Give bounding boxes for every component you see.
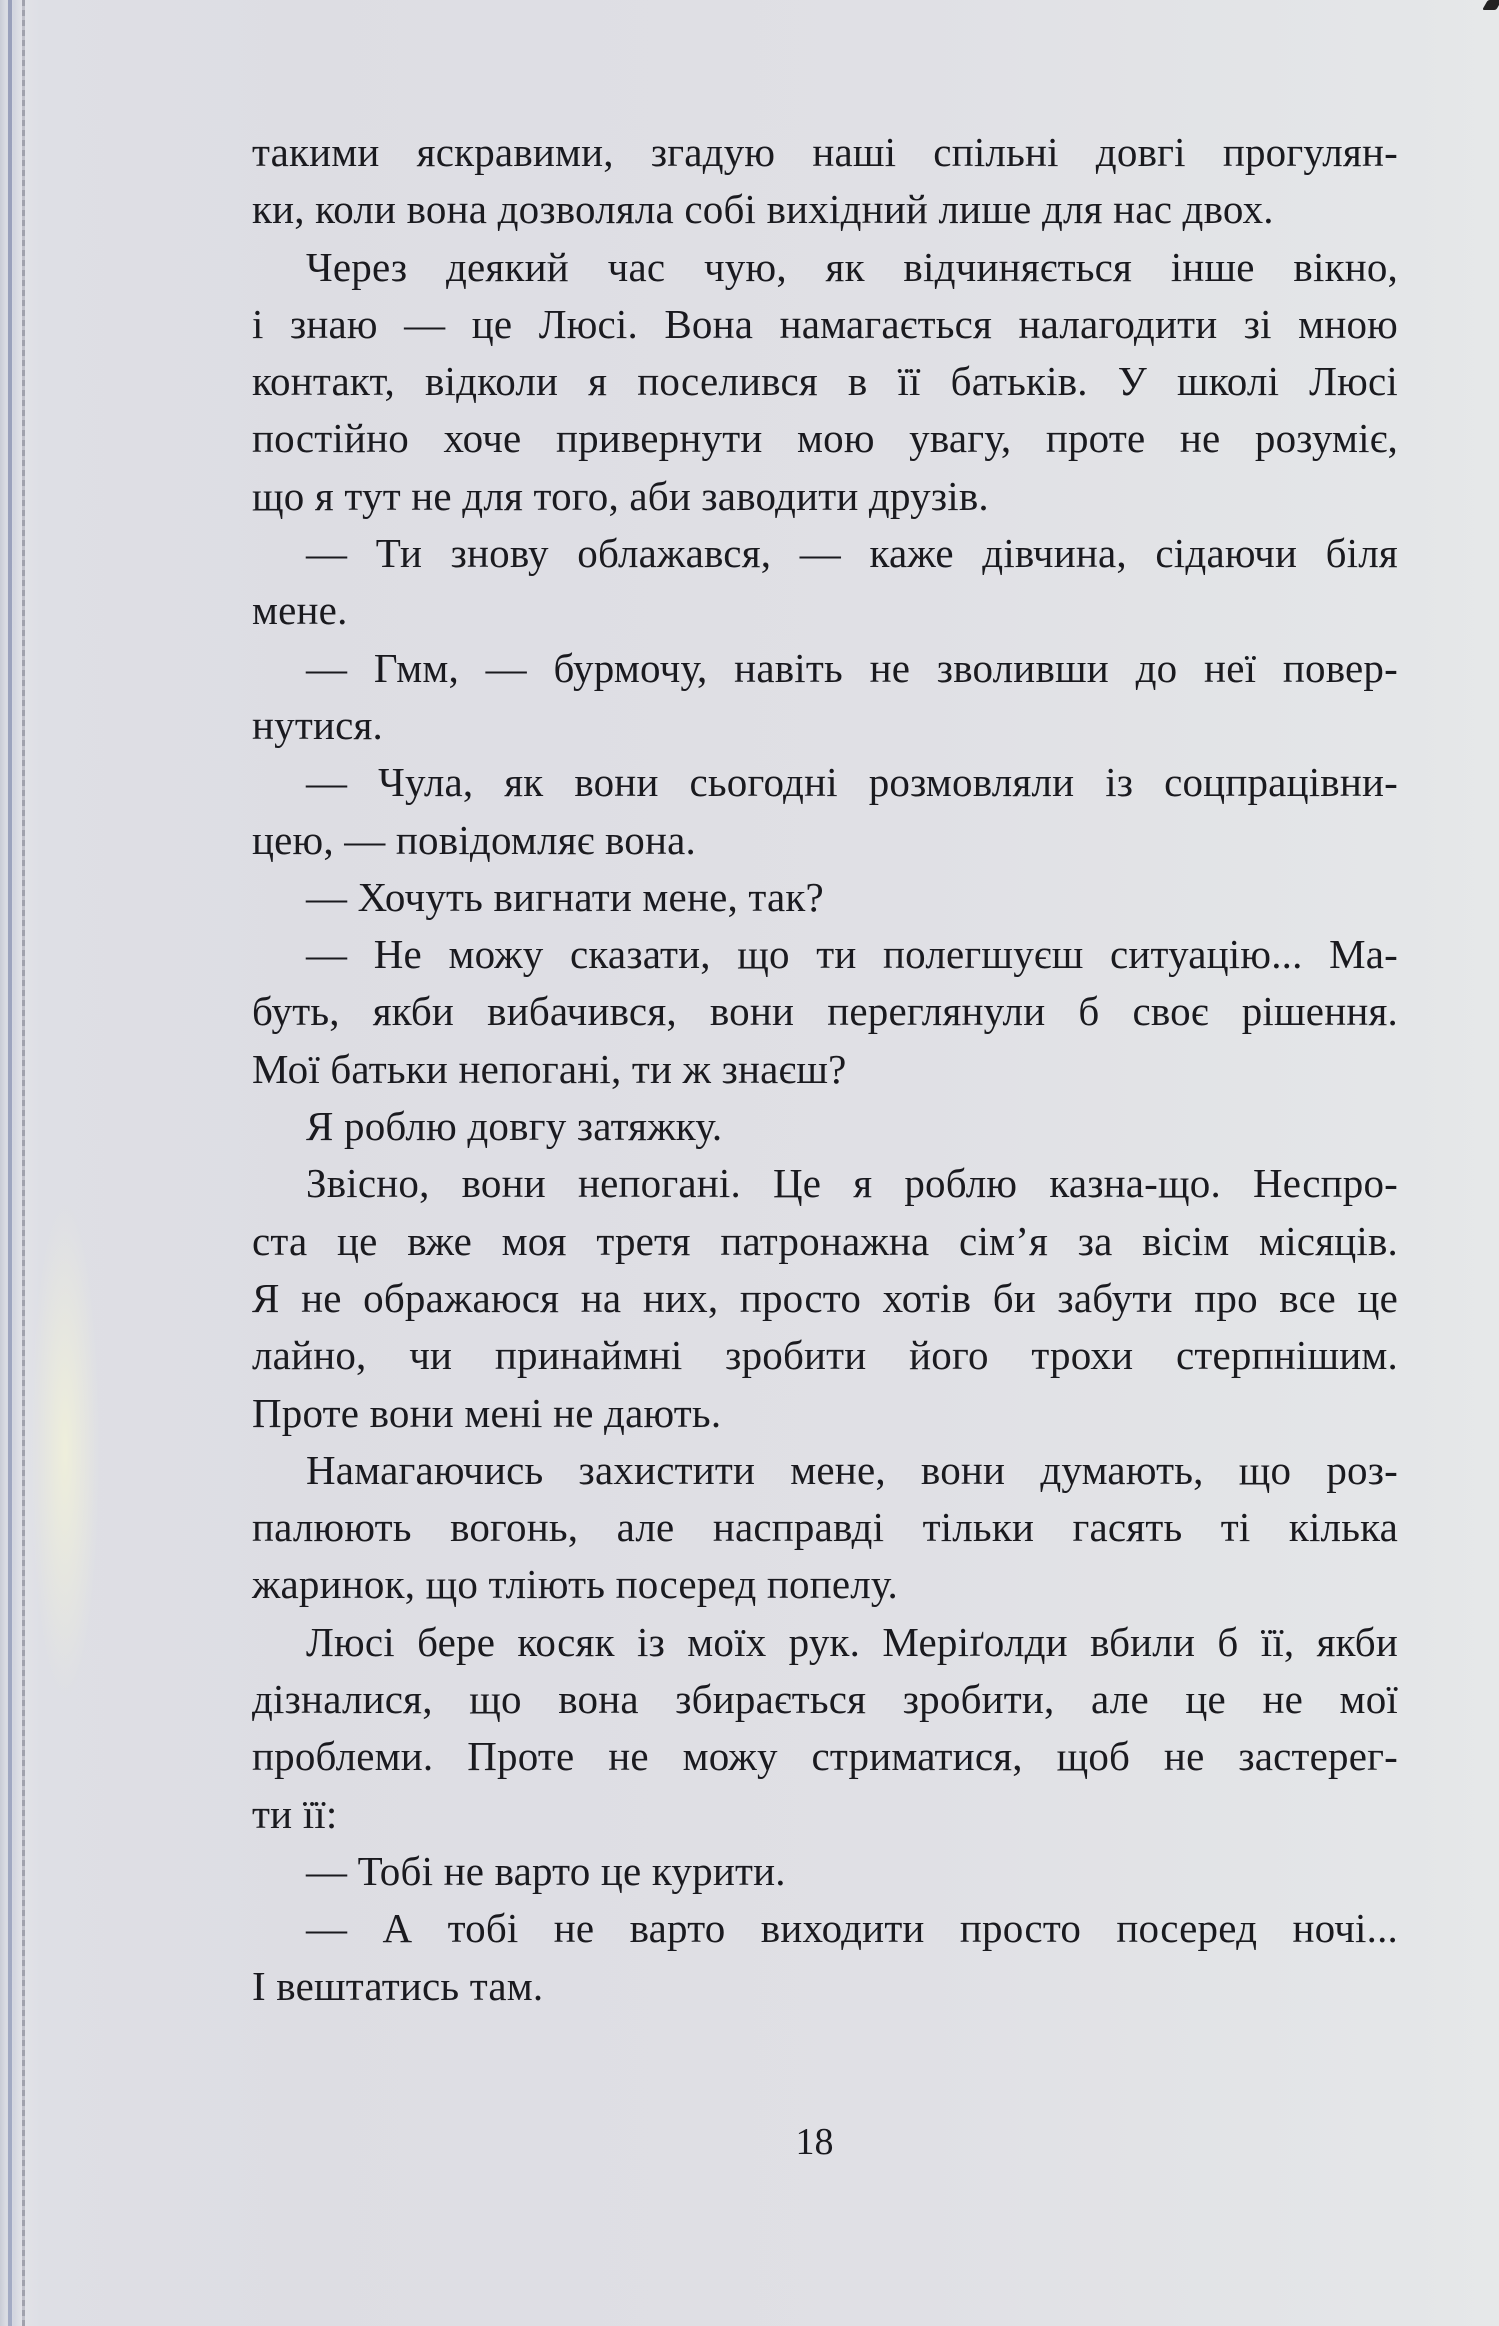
text-line: проблеми. Проте не можу стриматися, щоб не застерег- bbox=[252, 1733, 1398, 1780]
text-line: Звісно, вони непогані. Це я роблю казна-що. Неспро- bbox=[306, 1160, 1398, 1207]
text-line: що я тут не для того, аби заводити друзів. bbox=[252, 472, 989, 519]
text-line: Я не ображаюся на них, просто хотів би забути про все це bbox=[252, 1274, 1398, 1321]
dialogue-line: цею, — повідомляє вона. bbox=[252, 816, 696, 863]
text-line: Люсі бере косяк із моїх рук. Меріґолди вбили б її, якби bbox=[306, 1618, 1398, 1665]
corner-mark bbox=[1482, 0, 1499, 10]
text-line: Через деякий час чую, як відчиняється інше вікно, bbox=[306, 243, 1398, 290]
dialogue-line: — Гмм, — бурмочу, навіть не зволивши до неї повер- bbox=[306, 644, 1398, 691]
dialogue-line: — Хочуть вигнати мене, так? bbox=[306, 873, 824, 920]
dialogue-line: — Тобі не варто це курити. bbox=[306, 1847, 786, 1894]
text-line: палюють вогонь, але насправді тільки гасять ті кілька bbox=[252, 1504, 1398, 1551]
text-line: ки, коли вона дозволяла собі вихідний лише для нас двох. bbox=[252, 186, 1274, 233]
dialogue-line: Мої батьки непогані, ти ж знаєш? bbox=[252, 1045, 847, 1092]
text-line: і знаю — це Люсі. Вона намагається налагодити зі мною bbox=[252, 300, 1398, 347]
dialogue-line: — А тобі не варто виходити просто посеред ночі... bbox=[306, 1905, 1398, 1952]
dialogue-line: — Чула, як вони сьогодні розмовляли із соцпрацівни- bbox=[306, 759, 1398, 806]
dialogue-line: нутися. bbox=[252, 701, 384, 748]
text-line: Проте вони мені не дають. bbox=[252, 1389, 722, 1436]
text-line: контакт, відколи я поселився в її батьків. У школі Люсі bbox=[252, 358, 1398, 405]
dialogue-line: — Не можу сказати, що ти полегшуєш ситуацію... Ма- bbox=[306, 931, 1398, 978]
dialogue-line: мене. bbox=[252, 587, 348, 634]
text-line: ста це вже моя третя патронажна сім’я за вісім місяців. bbox=[252, 1217, 1398, 1264]
dialogue-line: — Ти знову облажався, — каже дівчина, сідаючи біля bbox=[306, 530, 1398, 577]
body-text bbox=[252, 124, 1398, 2015]
text-line: лайно, чи принаймні зробити його трохи стерпнішим. bbox=[252, 1332, 1398, 1379]
text-line: Я роблю довгу затяжку. bbox=[306, 1103, 723, 1150]
page-edge-line bbox=[8, 0, 12, 2326]
text-line: дізналися, що вона збирається зробити, але це не мої bbox=[252, 1676, 1398, 1723]
page-number-label: 18 bbox=[795, 2121, 834, 2163]
page-edge-line bbox=[22, 0, 25, 2326]
dialogue-line: І вештатись там. bbox=[252, 1962, 544, 2009]
text-line: постійно хоче привернути мою увагу, проте не розуміє, bbox=[252, 415, 1398, 462]
text-line: такими яскравими, згадую наші спільні довгі прогулян- bbox=[252, 129, 1398, 175]
text-line: ти її: bbox=[252, 1790, 338, 1837]
text-line: жаринок, що тліють посеред попелу. bbox=[252, 1561, 898, 1608]
dialogue-line: буть, якби вибачився, вони переглянули б своє рішення. bbox=[252, 988, 1398, 1035]
text-line: Намагаючись захистити мене, вони думають, що роз- bbox=[306, 1446, 1398, 1493]
light-glare bbox=[30, 1200, 100, 1700]
page-number bbox=[0, 2120, 1499, 2164]
